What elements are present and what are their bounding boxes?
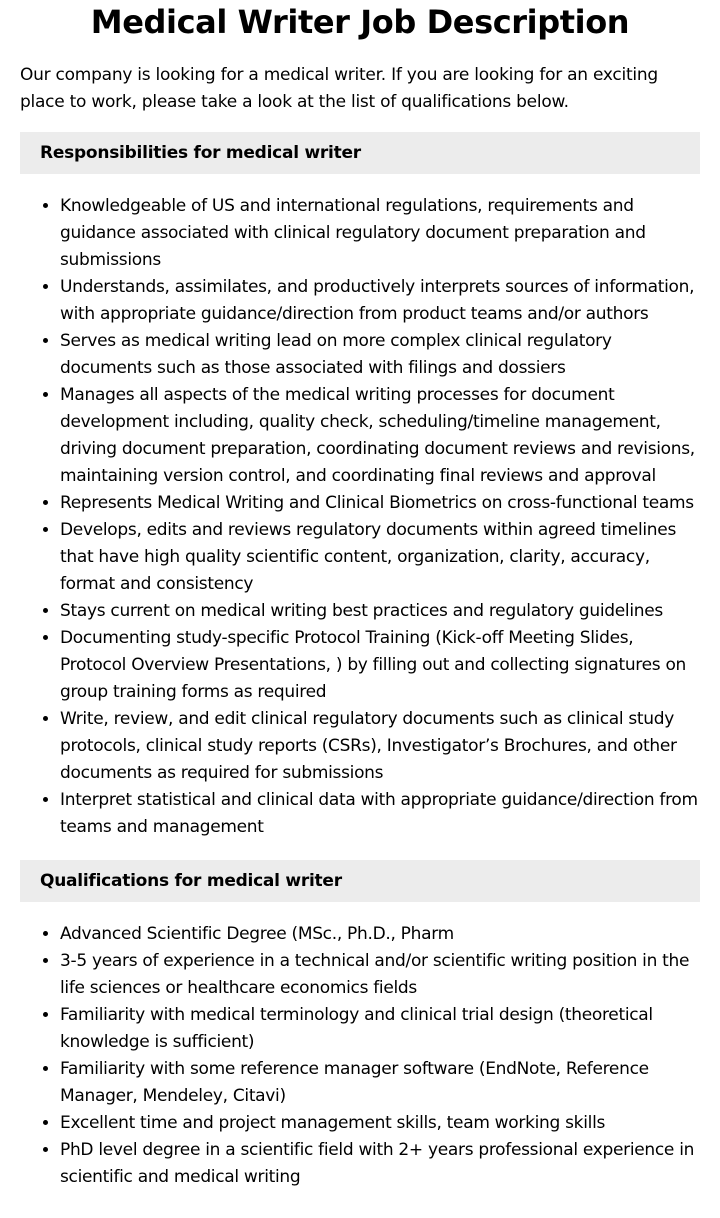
responsibility-item: • Manages all aspects of the medical writing processes for document development including, quality check, scheduling/timeline management, driving document preparation, coordinating document reviews and revisions, maintaining version control, and coordinating final reviews and approval (60, 382, 700, 490)
qualification-item: • Familiarity with medical terminology and clinical trial design (theoretical knowledge is sufficient) (60, 1002, 700, 1056)
responsibility-item: • Develops, edits and reviews regulatory documents within agreed timelines that have high quality scientific content, organization, clarity, accuracy, format and consistency (60, 517, 700, 598)
qualification-item: • Familiarity with some reference manager software (EndNote, Reference Manager, Mendeley, Citavi) (60, 1056, 700, 1110)
responsibility-item: • Write, review, and edit clinical regulatory documents such as clinical study protocols, clinical study reports (CSRs), Investigator’s Brochures, and other documents as required for submissions (60, 706, 700, 787)
page-title: Medical Writer Job Description (90, 3, 630, 41)
qualification-item: • Excellent time and project management skills, team working skills (60, 1110, 700, 1137)
responsibility-item: • Interpret statistical and clinical data with appropriate guidance/direction from teams and management (60, 787, 700, 841)
responsibility-item: • Understands, assimilates, and productively interprets sources of information, with appropriate guidance/direction from product teams and/or authors (60, 274, 700, 328)
responsibility-item: • Serves as medical writing lead on more complex clinical regulatory documents such as those associated with filings and dossiers (60, 328, 700, 382)
responsibilities-heading: Responsibilities for medical writer (20, 132, 700, 174)
responsibility-item: • Knowledgeable of US and international regulations, requirements and guidance associated with clinical regulatory document preparation and submissions (60, 193, 700, 274)
qualifications-heading: Qualifications for medical writer (20, 860, 700, 902)
responsibility-item: • Stays current on medical writing best practices and regulatory guidelines (60, 598, 700, 625)
responsibility-item: • Represents Medical Writing and Clinical Biometrics on cross-functional teams (60, 490, 700, 517)
qualifications-list (20, 921, 700, 1191)
responsibilities-list (20, 193, 700, 841)
qualification-item: • PhD level degree in a scientific field with 2+ years professional experience in scientific and medical writing (60, 1137, 700, 1191)
qualification-item: • Advanced Scientific Degree (MSc., Ph.D., Pharm (60, 921, 700, 948)
responsibility-item: • Documenting study-specific Protocol Training (Kick-off Meeting Slides, Protocol Overview Presentations, ) by filling out and collecting signatures on group training forms as required (60, 625, 700, 706)
intro-paragraph: Our company is looking for a medical writer. If you are looking for an exciting place to work, please take a look at the list of qualifications below. (20, 65, 658, 112)
qualification-item: • 3-5 years of experience in a technical and/or scientific writing position in the life sciences or healthcare economics fields (60, 948, 700, 1002)
